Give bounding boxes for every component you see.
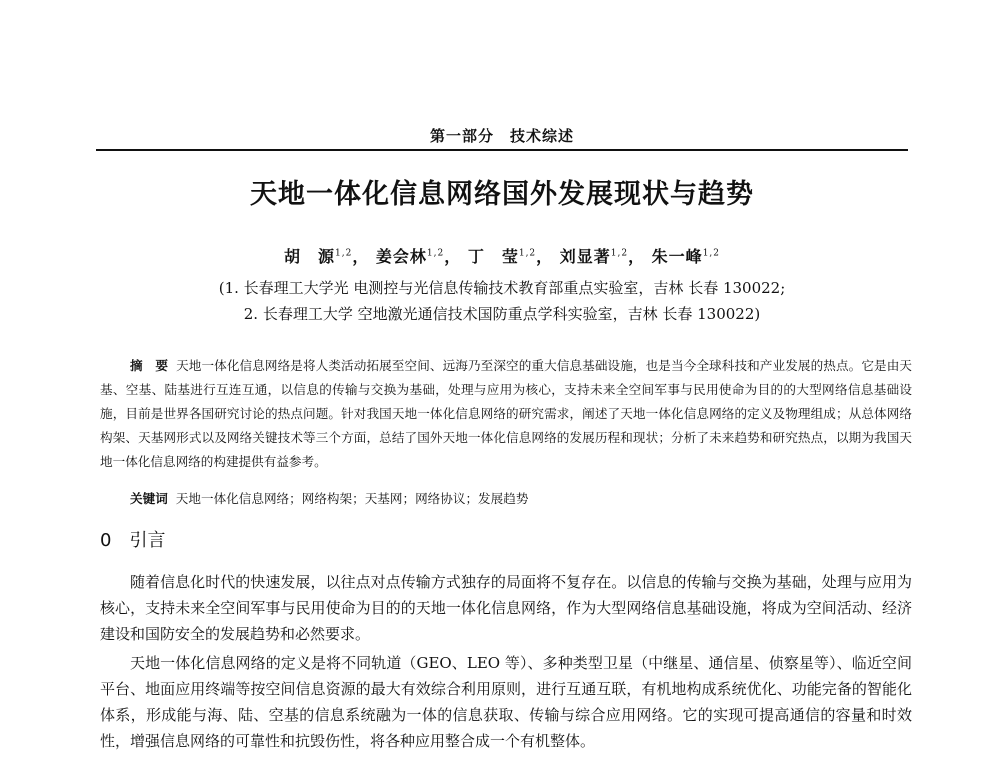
keywords <box>100 488 912 507</box>
section-header: 第一部分 技术综述 <box>429 127 574 145</box>
section-number: 0 <box>100 530 112 551</box>
section-heading <box>100 526 165 552</box>
keywords-text: 天地一体化信息网络；网络构架；天基网；网络协议；发展趋势 <box>175 491 529 506</box>
body-paragraph: 天地一体化信息网络的定义是将不同轨道（GEO、LEO 等）、多种类型卫星（中继星、通信星、侦察星等）、临近空间平台、地面应用终端等按空间信息资源的最大有效综合利用原则，进行互通互联，有机地构成系统优化、功能完备的智能化体系，形成能与海、陆、空基的信息系统融为一体的信息获取、传输与综合应用网络。它的实现可提高通信的容量和时效性，增强信息网络的可靠性和抗毁伤性，将各种应用整合成一个有机整体。 <box>100 654 912 750</box>
keywords-label: 关键词 <box>130 491 168 506</box>
abstract-text: 天地一体化信息网络是将人类活动拓展至空间、远海乃至深空的重大信息基础设施，也是当今全球科技和产业发展的热点。它是由天基、空基、陆基进行互连互通，以信息的传输与交换为基础，处理与应用为核心，支持未来全空间军事与民用使命为目的的大型网络信息基础设施，目前是世界各国研究讨论的热点问题。针对我国天地一体化信息网络的研究需求，阐述了天地一体化信息网络的定义及物理组成；从总体网络构架、天基网形式以及网络关键技术等三个方面，总结了国外天地一体化信息网络的发展历程和现状；分析了未来趋势和研究热点，以期为我国天地一体化信息网络的构建提供有益参考。 <box>100 358 913 469</box>
abstract <box>100 354 912 474</box>
author-list: 胡 源$^{1,2}$， 姜会林$^{1,2}$， 丁 莹$^{1,2}$， 刘显著$^{1,2}$， 朱一峰$^{1,2}$ <box>283 247 721 266</box>
section-title: 引言 <box>129 530 166 551</box>
author: 姜会林$^{1,2}$ <box>375 247 445 266</box>
header-rule <box>96 149 908 151</box>
affiliation-2: 2. 长春理工大学 空地激光通信技术国防重点学科实验室，吉林 长春 130022) <box>243 305 761 323</box>
body-paragraph: 随着信息化时代的快速发展，以往点对点传输方式独存的局面将不复存在。以信息的传输与交换为基础，处理与应用为核心，支持未来全空间军事与民用使命为目的的天地一体化信息网络，作为大型网络信息基础设施，将成为空间活动、经济建设和国防安全的发展趋势和必然要求。 <box>100 573 912 643</box>
author: 朱一峰$^{1,2}$ <box>651 247 721 266</box>
paper-title: 天地一体化信息网络国外发展现状与趋势 <box>250 179 754 210</box>
author: 丁 莹$^{1,2}$ <box>467 247 537 266</box>
author: 胡 源$^{1,2}$ <box>283 247 353 266</box>
author: 刘显著$^{1,2}$ <box>559 247 629 266</box>
abstract-label: 摘 要 <box>130 358 169 373</box>
affiliation-1: (1. 长春理工大学光 电测控与光信息传输技术教育部重点实验室，吉林 长春 130022; <box>218 279 786 297</box>
